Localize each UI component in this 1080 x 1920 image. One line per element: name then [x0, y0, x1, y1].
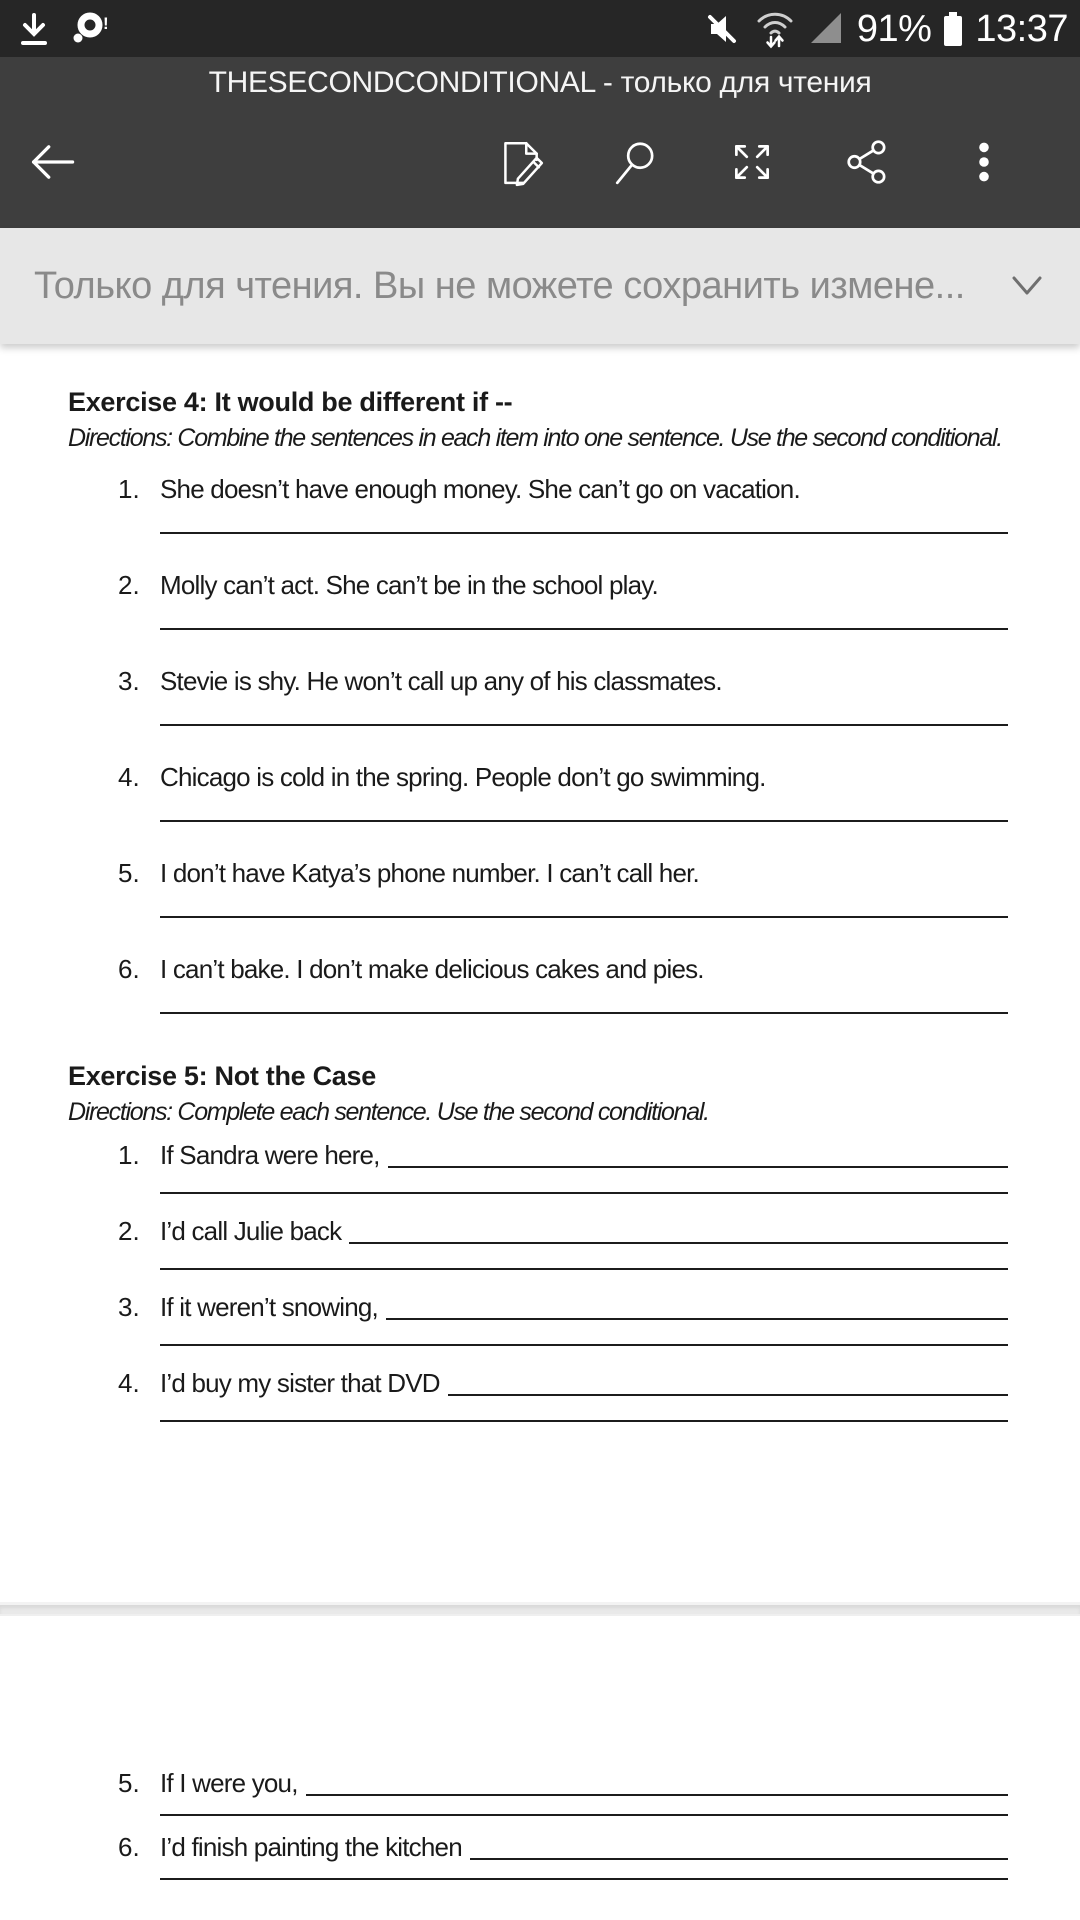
share-icon: [843, 137, 893, 187]
list-item: [118, 472, 1008, 534]
answer-blank: [349, 1214, 1008, 1244]
overflow-menu-icon: [959, 137, 1009, 187]
item-text: Stevie is shy. He won’t call up any of his classmates.: [160, 666, 722, 696]
item-number: 1.: [118, 1140, 140, 1170]
battery-icon: [941, 8, 965, 50]
exercise5-list: [118, 1138, 1008, 1422]
svg-text:!: !: [103, 13, 109, 33]
answer-blank: [160, 1192, 1008, 1194]
exercise5-heading: Exercise 5: Not the Case: [68, 1061, 376, 1091]
readonly-banner[interactable]: [0, 228, 1080, 344]
item-text: If I were you,: [160, 1768, 298, 1798]
answer-blank: [386, 1290, 1008, 1320]
fullscreen-button[interactable]: [726, 136, 778, 188]
overflow-menu-button[interactable]: [958, 136, 1010, 188]
list-item: [118, 664, 1008, 726]
exercise4-list: [118, 472, 1008, 1014]
toolbar: [0, 109, 1080, 228]
expand-icon: [727, 137, 777, 187]
document-title: THESECONDCONDITIONAL - только для чтения: [208, 66, 872, 99]
wifi-icon: [753, 8, 797, 50]
page-break: [0, 1602, 1080, 1616]
back-arrow-icon: [26, 136, 78, 188]
item-text: I’d buy my sister that DVD: [160, 1368, 440, 1398]
signal-icon: [807, 9, 847, 49]
mute-icon: [703, 9, 743, 49]
search-icon: [611, 137, 661, 187]
answer-blank: [160, 820, 1008, 822]
item-text: I don’t have Katya’s phone number. I can’t call her.: [160, 858, 699, 888]
battery-percent-label: 91%: [856, 7, 932, 50]
list-item: [118, 856, 1008, 918]
status-bar: [0, 0, 1080, 57]
item-number: 2.: [118, 570, 140, 600]
item-text: Chicago is cold in the spring. People don’t go swimming.: [160, 762, 766, 792]
item-number: 4.: [118, 762, 140, 792]
answer-blank: [160, 1878, 1008, 1880]
item-number: 3.: [118, 666, 140, 696]
chevron-down-icon[interactable]: [1004, 266, 1050, 306]
list-item: [118, 1290, 1008, 1346]
item-number: 6.: [118, 954, 140, 984]
edit-document-icon: [495, 137, 545, 187]
readonly-banner-message: Только для чтения. Вы не можете сохранить измене...: [34, 264, 965, 307]
list-item: [118, 568, 1008, 630]
answer-blank: [160, 532, 1008, 534]
document-page-1: [0, 344, 1080, 1602]
answer-blank: [160, 1420, 1008, 1422]
list-item: [118, 1766, 1008, 1816]
answer-blank: [470, 1830, 1008, 1860]
clock-label: 13:37: [975, 7, 1068, 50]
item-number: 1.: [118, 474, 140, 504]
download-icon: [16, 9, 52, 49]
answer-blank: [160, 724, 1008, 726]
item-number: 5.: [118, 858, 140, 888]
document-view[interactable]: [0, 344, 1080, 1920]
answer-blank: [160, 1814, 1008, 1816]
exercise4-heading: Exercise 4: It would be different if --: [68, 387, 513, 417]
item-number: 4.: [118, 1368, 140, 1398]
back-button[interactable]: [26, 136, 78, 188]
item-text: I can’t bake. I don’t make delicious cakes and pies.: [160, 954, 704, 984]
item-text: I’d call Julie back: [160, 1216, 342, 1246]
list-item: [118, 760, 1008, 822]
edit-button[interactable]: [494, 136, 546, 188]
answer-blank: [388, 1138, 1008, 1168]
answer-blank: [160, 1268, 1008, 1270]
disc-notification-icon: [70, 9, 112, 49]
status-bar-notifications: [16, 9, 112, 49]
answer-blank: [306, 1766, 1008, 1796]
item-number: 5.: [118, 1768, 140, 1798]
answer-blank: [160, 1344, 1008, 1346]
app-bar: [0, 57, 1080, 228]
list-item: [118, 1830, 1008, 1880]
list-item: [118, 1138, 1008, 1194]
exercise4-directions: Directions: Combine the sentences in each item into one sentence. Use the second conditional.: [68, 424, 1002, 452]
document-page-2: [0, 1616, 1080, 1920]
share-button[interactable]: [842, 136, 894, 188]
item-number: 6.: [118, 1832, 140, 1862]
list-item: [118, 952, 1008, 1014]
item-text: Molly can’t act. She can’t be in the school play.: [160, 570, 658, 600]
answer-blank: [160, 1012, 1008, 1014]
item-text: If it weren’t snowing,: [160, 1292, 378, 1322]
exercise5-directions: Directions: Complete each sentence. Use the second conditional.: [68, 1098, 709, 1126]
item-text: I’d finish painting the kitchen: [160, 1832, 462, 1862]
search-button[interactable]: [610, 136, 662, 188]
item-text: If Sandra were here,: [160, 1140, 380, 1170]
item-text: She doesn’t have enough money. She can’t go on vacation.: [160, 474, 800, 504]
item-number: 2.: [118, 1216, 140, 1246]
answer-blank: [448, 1366, 1008, 1396]
list-item: [118, 1366, 1008, 1422]
list-item: [118, 1214, 1008, 1270]
answer-blank: [160, 628, 1008, 630]
item-number: 3.: [118, 1292, 140, 1322]
answer-blank: [160, 916, 1008, 918]
